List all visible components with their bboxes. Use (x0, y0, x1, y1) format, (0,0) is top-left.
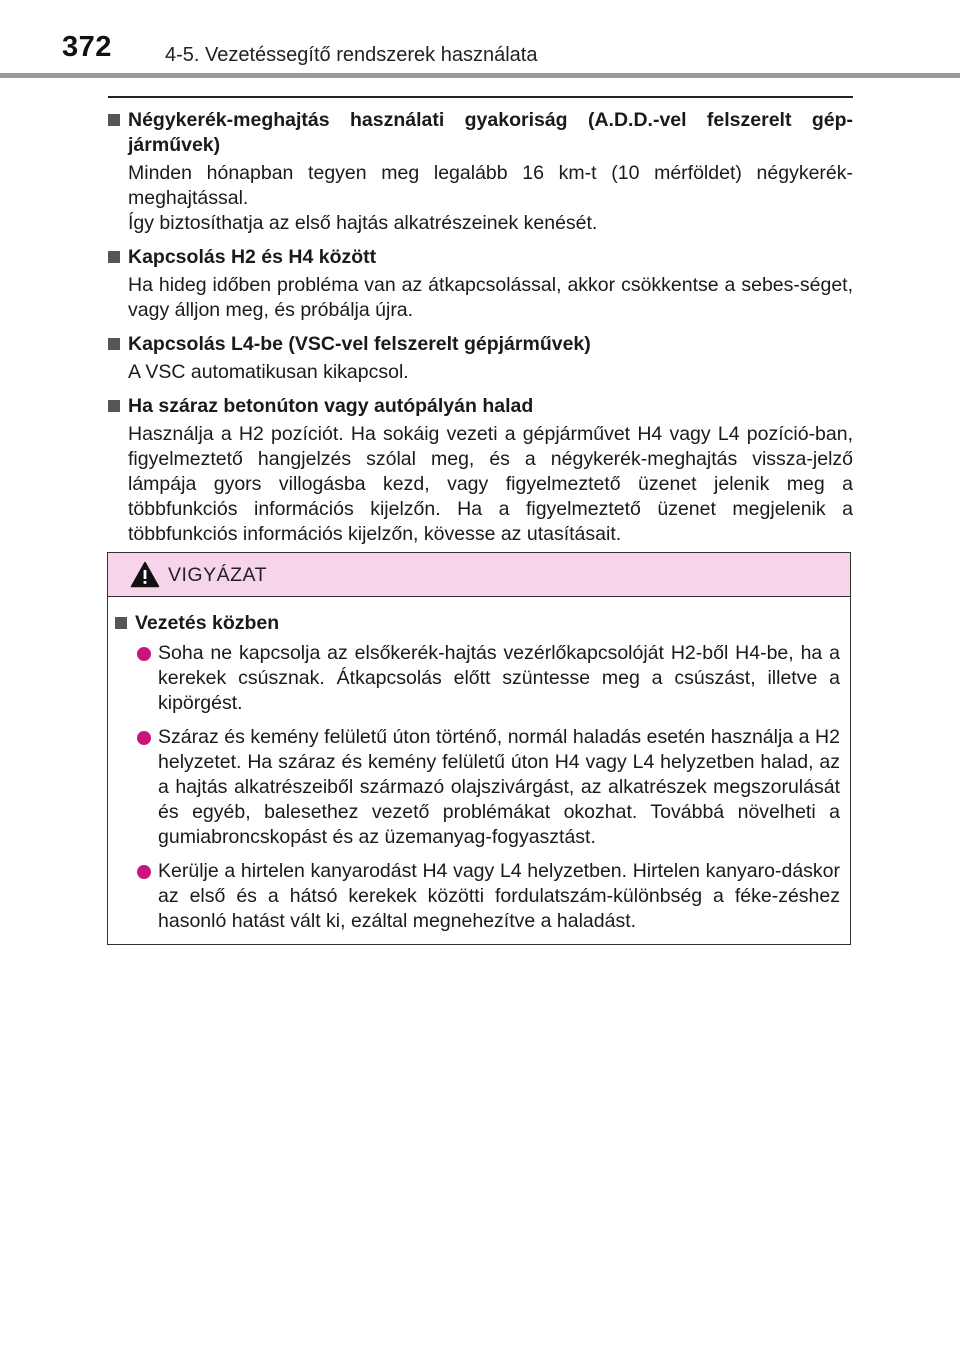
warning-bullet-text: Kerülje a hirtelen kanyarodást H4 vagy L4 helyzetben. Hirtelen kanyaro-dáskor az első és a hátsó kerekek közötti fordulatszám-különbség a féke-zéshez hasonló hatást vált ki, ezáltal megnehezítve a haladást. (158, 860, 840, 932)
main-content (108, 96, 853, 556)
section-divider (108, 96, 853, 98)
square-bullet-icon (108, 338, 120, 350)
paragraph: Használja a H2 pozíciót. Ha sokáig vezeti a gépjárművet H4 vagy L4 pozíció-ban, figyelmeztető hangjelzés szólal meg, és a négykerék-meghajtás vissza-jelző lámpája gyors villogásba kezd, vagy figyelmeztető üzenet jelenik meg a többfunkciós információs kijelzőn. Ha a figyelmeztető üzenet megjelenik a többfunkciós információs kijelzőn, kövesse az utasításait. (128, 423, 853, 545)
item-body (108, 422, 853, 547)
warning-bullet (115, 859, 840, 934)
item-body (108, 360, 853, 385)
warning-bullet-text: Soha ne kapcsolja az elsőkerék-hajtás vezérlőkapcsolóját H2-ből H4-be, ha a kerekek csúsznak. Átkapcsolás előtt szüntesse meg a csúszást, illetve a kipörgést. (158, 642, 840, 714)
header-rule (0, 73, 960, 78)
warning-title: VIGYÁZAT (168, 564, 267, 586)
info-item-awd-frequency (108, 108, 853, 236)
paragraph: A VSC automatikusan kikapcsol. (128, 361, 409, 383)
circle-bullet-icon (137, 647, 151, 661)
page-header (0, 0, 960, 80)
warning-bullet (115, 725, 840, 850)
warning-subheading: Vezetés közben (135, 612, 280, 634)
page-number: 372 (62, 31, 112, 63)
info-item-h2-h4-shift (108, 245, 853, 323)
paragraph: Ha hideg időben probléma van az átkapcsolással, akkor csökkentse a sebes-séget, vagy álljon meg, és próbálja újra. (128, 274, 853, 321)
info-item-dry-road (108, 394, 853, 547)
circle-bullet-icon (137, 865, 151, 879)
item-heading: Négykerék-meghajtás használati gyakoriság (A.D.D.-vel felszerelt gép-járművek) (128, 109, 853, 156)
paragraph: Minden hónapban tegyen meg legalább 16 km-t (10 mérföldet) négykerék-meghajtással. (128, 162, 853, 209)
warning-bullet-text: Száraz és kemény felületű úton történő, normál haladás esetén használja a H2 helyzetet. Ha száraz és kemény felületű úton H4 vagy L4 helyzetben halad, az a hajtás alkatrészeiből származó olajszivárgást, az alkatrészek megszorulását és egyéb, balesethez vezető problémákat okozhat. Továbbá növelheti a gumiabroncskopást és az üzemanyag-fogyasztást. (158, 726, 840, 848)
warning-header (108, 553, 850, 597)
info-item-l4-shift (108, 332, 853, 385)
circle-bullet-icon (137, 731, 151, 745)
item-heading: Ha száraz betonúton vagy autópályán halad (128, 395, 534, 417)
section-title: 4-5. Vezetéssegítő rendszerek használata (165, 44, 538, 66)
paragraph: Így biztosíthatja az első hajtás alkatrészeinek kenését. (128, 212, 598, 234)
item-heading: Kapcsolás H2 és H4 között (128, 246, 377, 268)
item-body (108, 273, 853, 323)
item-heading: Kapcsolás L4-be (VSC-vel felszerelt gépjárművek) (128, 333, 591, 355)
item-body (108, 161, 853, 236)
square-bullet-icon (108, 400, 120, 412)
square-bullet-icon (108, 114, 120, 126)
warning-bullet (115, 641, 840, 716)
warning-body (108, 597, 850, 934)
square-bullet-icon (115, 617, 127, 629)
warning-triangle-icon (130, 561, 160, 588)
warning-box (107, 552, 851, 945)
square-bullet-icon (108, 251, 120, 263)
